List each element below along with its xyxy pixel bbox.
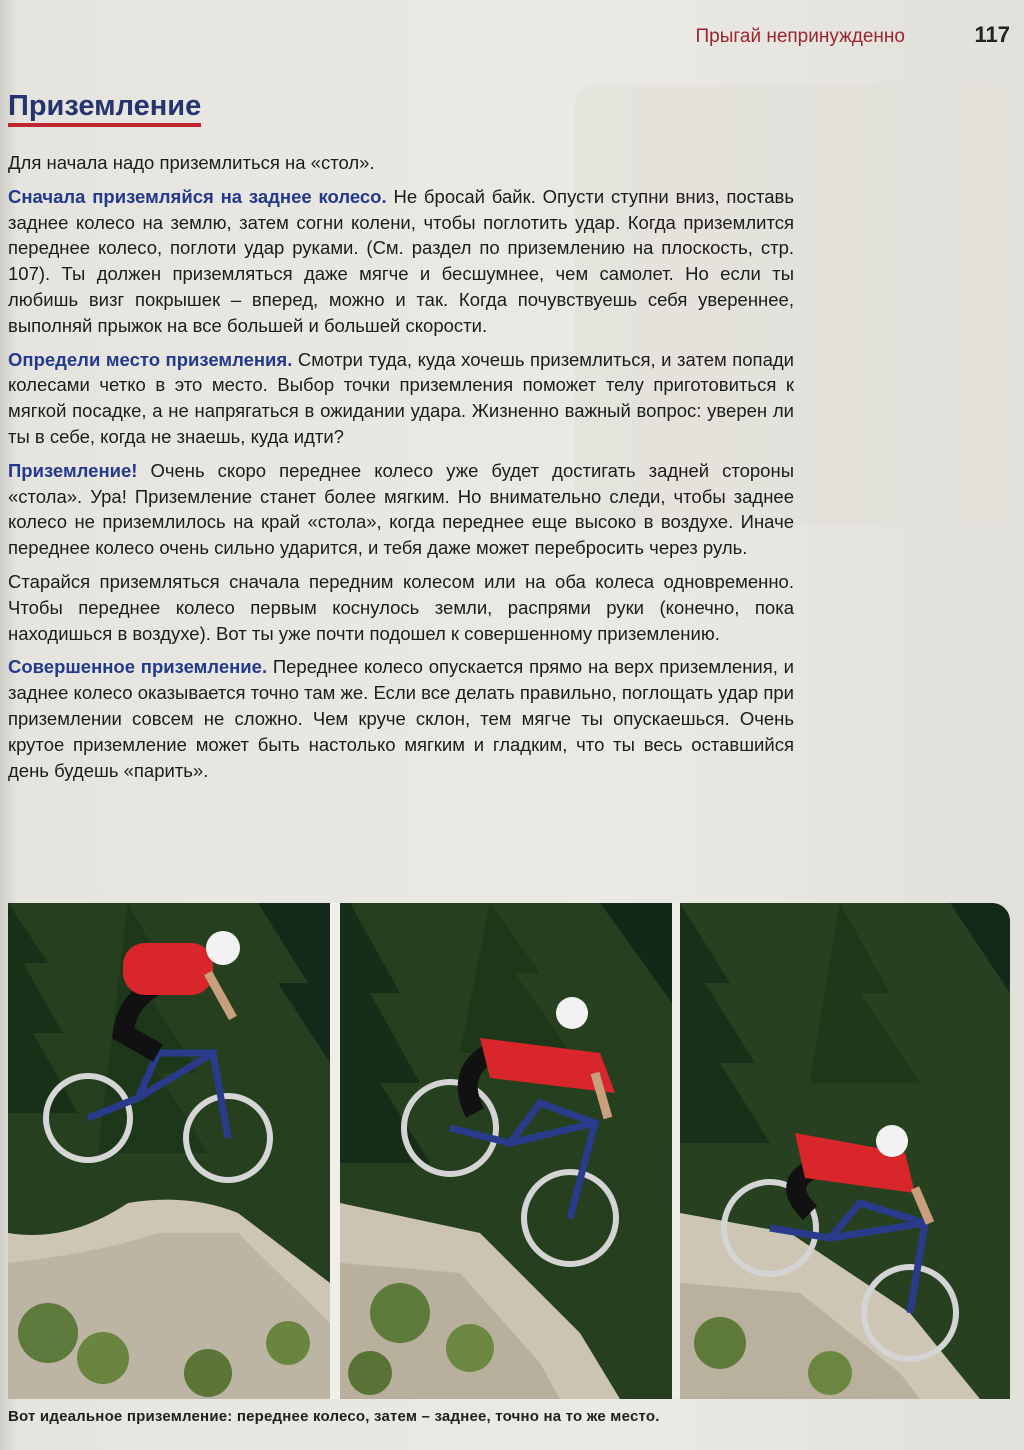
- photo-frame-1: [8, 903, 330, 1399]
- paragraph-landing-spot: [8, 347, 794, 450]
- paragraph-perfect-landing: [8, 654, 794, 783]
- paragraph-lead: Приземление!: [8, 459, 138, 481]
- landing-photo-3: [680, 903, 1010, 1399]
- paragraph-landing: [8, 458, 794, 561]
- page-number: 117: [974, 22, 1010, 47]
- paragraph-text: Переднее колесо опускается прямо на верх приземления, и заднее колесо оказывается точно там же. Если все делать правильно, поглощать удар при приземлении совсем не сложно. Чем круче склон, тем мягче ты опускаешься. Очень крутое приземление может быть настолько мягким и гладким, что ты весь оставшийся день будешь «парить».: [8, 656, 795, 781]
- paragraph-front-first: [8, 569, 794, 646]
- photo-frame-3: [680, 903, 1010, 1399]
- landing-photo-1: [8, 903, 330, 1399]
- paragraph-text: Старайся приземляться сначала передним колесом или на оба колеса одновременно. Чтобы переднее колесо первым коснулось земли, распрями руки (конечно, пока находишься в воздухе). Вот ты уже почти подошел к совершенному приземлению.: [8, 570, 794, 644]
- photo-sequence: [8, 903, 1010, 1399]
- paragraph-text: Для начала надо приземлиться на «стол».: [8, 152, 375, 173]
- paragraph-text: Смотри туда, куда хочешь приземлиться, и затем попади колесами четко в это место. Выбор точки приземления поможет телу приготовиться к мягкой посадке, а не напрягаться в ожидании удара. Жизненно важный вопрос: уверен ли ты в себе, когда не знаешь, куда идти?: [8, 348, 794, 447]
- paragraph-lead: Сначала приземляйся на заднее колесо.: [8, 185, 387, 207]
- paragraph-text: Очень скоро переднее колесо уже будет достигать задней стороны «стола». Ура! Приземление станет более мягким. Но внимательно следи, чтобы заднее колесо не приземлилось на край «стола», когда переднее еще высоко в воздухе. Иначе переднее колесо очень сильно ударится, и тебя даже может перебросить через руль.: [8, 459, 794, 559]
- paragraph-intro: [8, 150, 794, 176]
- section-title: Приземление: [8, 90, 201, 127]
- landing-photo-2: [340, 903, 672, 1399]
- paragraph-text: Не бросай байк. Опусти ступни вниз, поставь заднее колесо на землю, затем согни колени, чтобы поглотить удар. Когда приземлится переднее колесо, поглоти удар руками. (См. раздел по приземлению на плоскость, стр. 107). Ты должен приземляться даже мягче и бесшумнее, чем самолет. Но если ты любишь визг покрышек – вперед, можно и так. Когда почувствуешь себя увереннее, выполняй прыжок на все большей и большей скорости.: [8, 185, 794, 336]
- running-head: Прыгай непринужденно: [695, 26, 905, 47]
- paragraph-lead: Определи место приземления.: [8, 348, 293, 370]
- photo-frame-2: [340, 903, 672, 1399]
- paragraph-rear-wheel: [8, 184, 794, 339]
- body-text: [8, 150, 794, 791]
- paragraph-lead: Совершенное приземление.: [8, 656, 268, 678]
- photo-caption: Вот идеальное приземление: переднее колесо, затем – заднее, точно на то же место.: [8, 1408, 660, 1425]
